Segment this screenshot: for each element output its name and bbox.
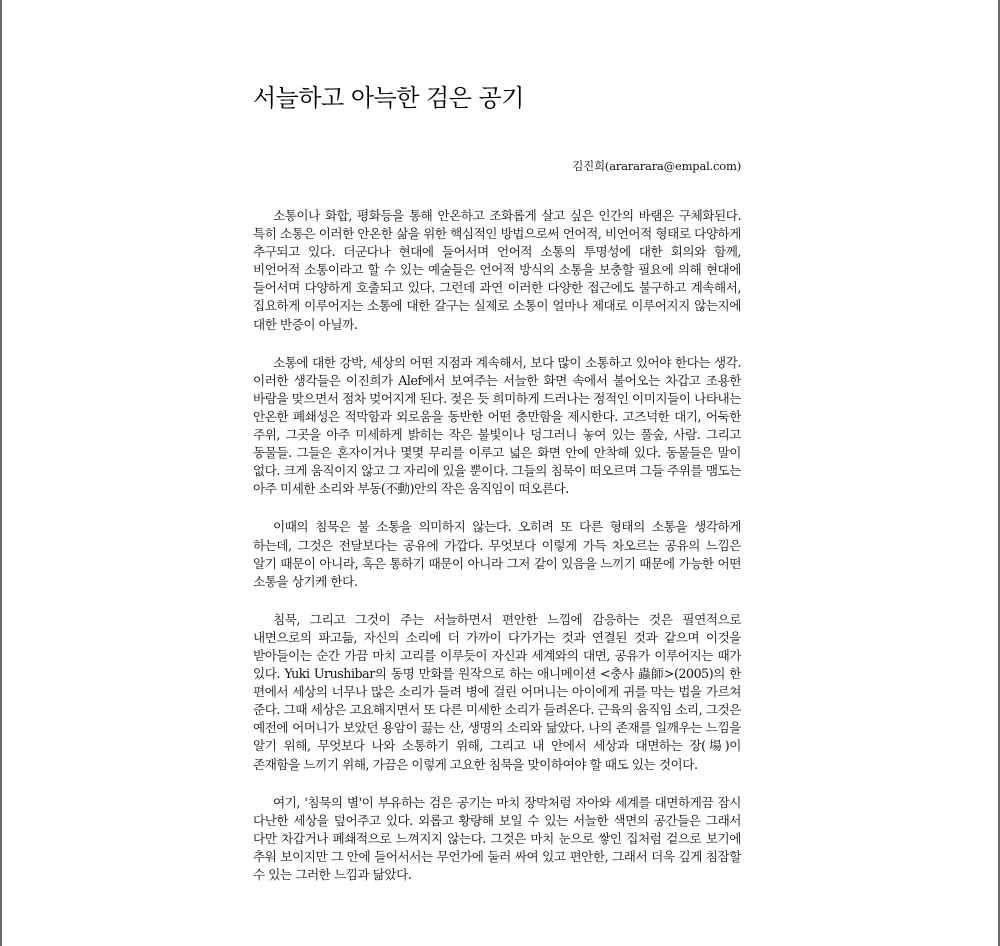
paragraph-4: 침묵, 그리고 그것이 주는 서늘하면서 편안한 느낌에 감응하는 것은 필연적으로 내면으로의 파고듦, 자신의 소리에 더 가까이 다가가는 것과 연결된 것과 같으며 이것을 받아들이는 순간 가끔 마치 고리를 이루듯이 자신과 세계와의 대면, 공유가 이루어지는 때가 있다. Yuki Urushibar의 동명 만화를 원작으로 하는 애니메이션 <충사 蟲師>(2005)의 한 편에서 세상의 너무나 많은 소리가 들려 병에 걸린 어머니는 아이에게 귀를 막는 법을 가르쳐 준다. 그때 세상은 고요해지면서 또 다른 미세한 소리가 들려온다. 근육의 움직임 소리, 그것은 예전에 어머니가 보았던 용암이 끓는 산, 생명의 소리와 닮았다. 나의 존재를 일깨우는 느낌을 알기 위해, 무엇보다 나와 소통하기 위해, 그리고 내 안에서 세상과 대면하는 장(場)이 존재함을 느끼기 위해, 가끔은 이렇게 고요한 침묵을 맞이하여야 할 때도 있는 것이다. <box>253 611 741 772</box>
paragraph-1: 소통이나 화합, 평화등을 통해 안온하고 조화롭게 살고 싶은 인간의 바램은 구체화된다. 특히 소통은 이러한 안온한 삶을 위한 핵심적인 방법으로써 언어적, 비언어적 형태로 다양하게 추구되고 있다. 더군다나 현대에 들어서며 언어적 소통의 투명성에 대한 회의와 함께, 비언어적 소통이라고 할 수 있는 예술들은 언어적 방식의 소통을 보충할 필요에 의해 현대에 들어서며 다양하게 호출되고 있다. 그런데 과연 이러한 다양한 접근에도 불구하고 계속해서, 집요하게 이루어지는 소통에 대한 갈구는 실제로 소통이 얼마나 제대로 이루어지지 않는지에 대한 반증이 아닐까. <box>253 208 741 332</box>
page-border-left <box>0 0 2 946</box>
paragraph-3: 이때의 침묵은 불 소통을 의미하지 않는다. 오히려 또 다른 형태의 소통을 생각하게 하는데, 그것은 전달보다는 공유에 가깝다. 무엇보다 이렇게 가득 차오르는 공유의 느낌은 알기 때문이 아니라, 혹은 통하기 때문이 아니라 그저 같이 있음을 느끼기 때문에 가능한 어떤 소통을 상기케 한다. <box>253 519 741 589</box>
article-title: 서늘하고 아늑한 검은 공기 <box>253 84 524 112</box>
paragraph-5: 여기, '침묵의 별'이 부유하는 검은 공기는 마치 장막처럼 자아와 세계를 대면하게끔 잠시 다난한 세상을 덮어주고 있다. 외롭고 황량해 보일 수 있는 서늘한 색면의 공간들은 그래서 다만 차갑거나 폐쇄적으로 느껴지지 않는다. 그것은 마치 눈으로 쌓인 집처럼 겉으로 보기에 추워 보이지만 그 안에 들어서서는 무언가에 둘러 싸여 있고 편안한, 그래서 더욱 깊게 침잠할 수 있는 그러한 느낌과 닮았다. <box>253 794 741 882</box>
article-body <box>253 207 741 904</box>
article-author: 김진희(arararara@empal.com) <box>572 159 741 173</box>
paragraph-2: 소통에 대한 강박, 세상의 어떤 지점과 계속해서, 보다 많이 소통하고 있어야 한다는 생각. 이러한 생각들은 이진희가 Alef에서 보여주는 서늘한 화면 속에서 불어오는 차갑고 조용한 바람을 맞으면서 점차 멎어지게 된다. 젖은 듯 희미하게 드러나는 정적인 이미지들이 나타내는 안온한 폐쇄성은 적막함과 외로움을 동반한 어떤 충만함을 제시한다. 고즈넉한 대기, 어둑한 주위, 그곳을 아주 미세하게 밝히는 작은 불빛이나 덩그러니 놓여 있는 풀숲, 사람. 그리고 동물들. 그들은 혼자이거나 몇몇 무리를 이루고 넓은 화면 안에 안착해 있다. 동물들은 말이 없다. 크게 움직이지 않고 그 자리에 있을 뿐이다. 그들의 침묵이 떠오르며 그들 주위를 맴도는 아주 미세한 소리와 부동(不動)안의 작은 움직임이 떠오른다. <box>253 354 741 497</box>
